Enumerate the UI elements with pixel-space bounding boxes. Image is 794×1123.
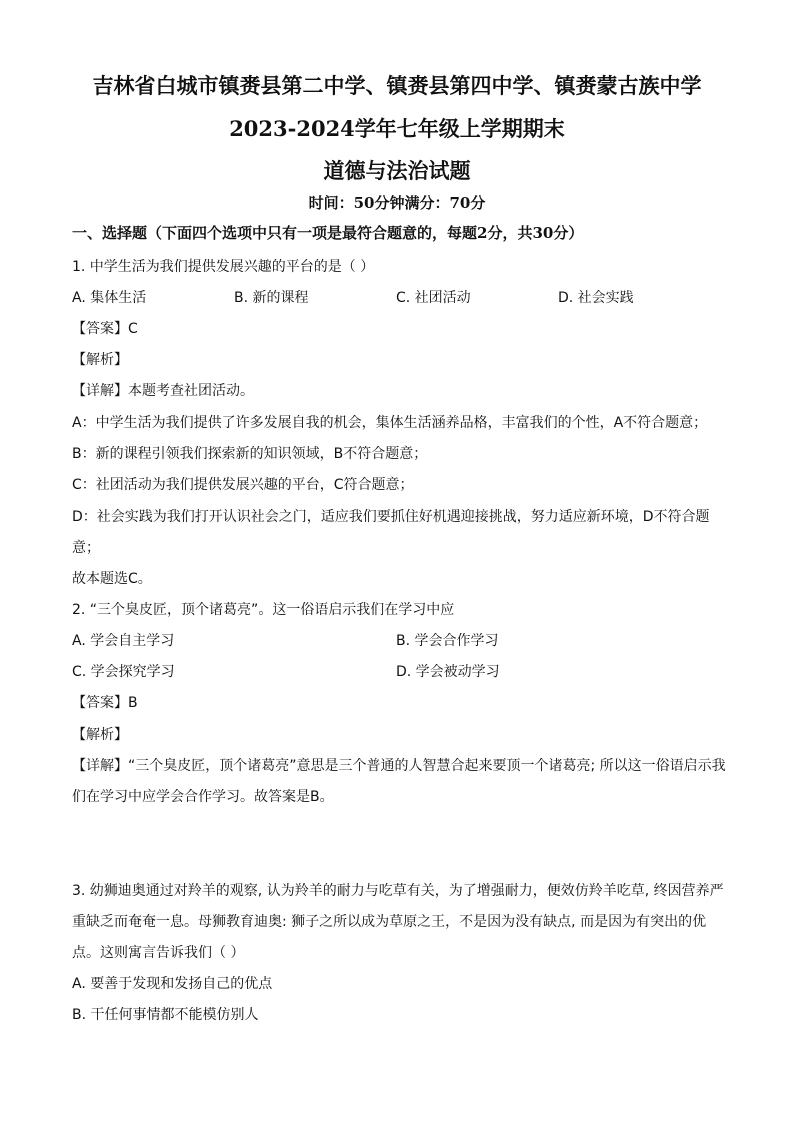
q3-stem-line-3: 点。这则寓言告诉我们（ ）	[72, 945, 245, 961]
q2-stem: 2. “三个臭皮匠，顶个诸葛亮”。这一俗语启示我们在学习中应	[72, 602, 455, 618]
q1-option-d: D. 社会实践	[558, 290, 634, 306]
title-line-3: 道德与法治试题	[323, 158, 471, 183]
q1-line-d-cont: 意；	[72, 540, 100, 556]
q1-line-c: C：社团活动为我们提供发展兴趣的平台，C符合题意；	[72, 477, 414, 493]
q3-option-b: B. 干任何事情都不能模仿别人	[72, 1007, 259, 1023]
section-heading: 一、选择题（下面四个选项中只有一项是最符合题意的，每题2分，共30分）	[72, 224, 584, 242]
q2-option-c: C. 学会探究学习	[72, 664, 175, 680]
q2-option-a: A. 学会自主学习	[72, 633, 175, 649]
q1-line-a: A：中学生活为我们提供了许多发展自我的机会，集体生活涵养品格，丰富我们的个性，A不符合题意；	[72, 415, 708, 431]
q2-answer: 【答案】B	[72, 695, 138, 711]
q1-answer: 【答案】C	[72, 321, 138, 337]
q2-analysis-label: 【解析】	[72, 727, 128, 743]
q1-stem: 1. 中学生活为我们提供发展兴趣的平台的是（ ）	[72, 259, 375, 275]
q2-detail-line-2: 们在学习中应学会合作学习。故答案是B。	[72, 789, 334, 805]
q1-detail: 【详解】本题考查社团活动。	[72, 383, 254, 399]
q1-option-a: A. 集体生活	[72, 290, 147, 306]
q1-line-d: D：社会实践为我们打开认识社会之门，适应我们要抓住好机遇迎接挑战，努力适应新环境，D不符合题	[72, 509, 710, 525]
q1-option-b: B. 新的课程	[234, 290, 309, 306]
q2-detail-line-1: 【详解】“三个臭皮匠，顶个诸葛亮”意思是三个普通的人智慧合起来要顶一个诸葛亮; 所以这一俗语启示我	[72, 758, 726, 774]
q2-option-d: D. 学会被动学习	[396, 664, 500, 680]
q2-option-b: B. 学会合作学习	[396, 633, 499, 649]
title-line-1: 吉林省白城市镇赉县第二中学、镇赉县第四中学、镇赉蒙古族中学	[92, 73, 702, 98]
q1-option-c: C. 社团活动	[396, 290, 471, 306]
q3-stem-line-1: 3. 幼狮迪奥通过对羚羊的观察, 认为羚羊的耐力与吃草有关，为了增强耐力，便效仿羚羊吃草, 终因营养严	[72, 883, 724, 899]
q3-option-a: A. 要善于发现和发扬自己的优点	[72, 976, 273, 992]
q1-conclusion: 故本题选C。	[72, 571, 152, 587]
q3-stem-line-2: 重缺乏而奄奄一息。母狮教育迪奥: 狮子之所以成为草原之王，不是因为没有缺点, 而是因为有突出的优	[72, 914, 707, 930]
title-line-2: 2023-2024学年七年级上学期期末	[229, 116, 565, 141]
q1-line-b: B：新的课程引领我们探索新的知识领域，B不符合题意；	[72, 446, 428, 462]
q1-analysis-label: 【解析】	[72, 352, 128, 368]
exam-meta: 时间：50分钟满分：70分	[308, 194, 486, 212]
